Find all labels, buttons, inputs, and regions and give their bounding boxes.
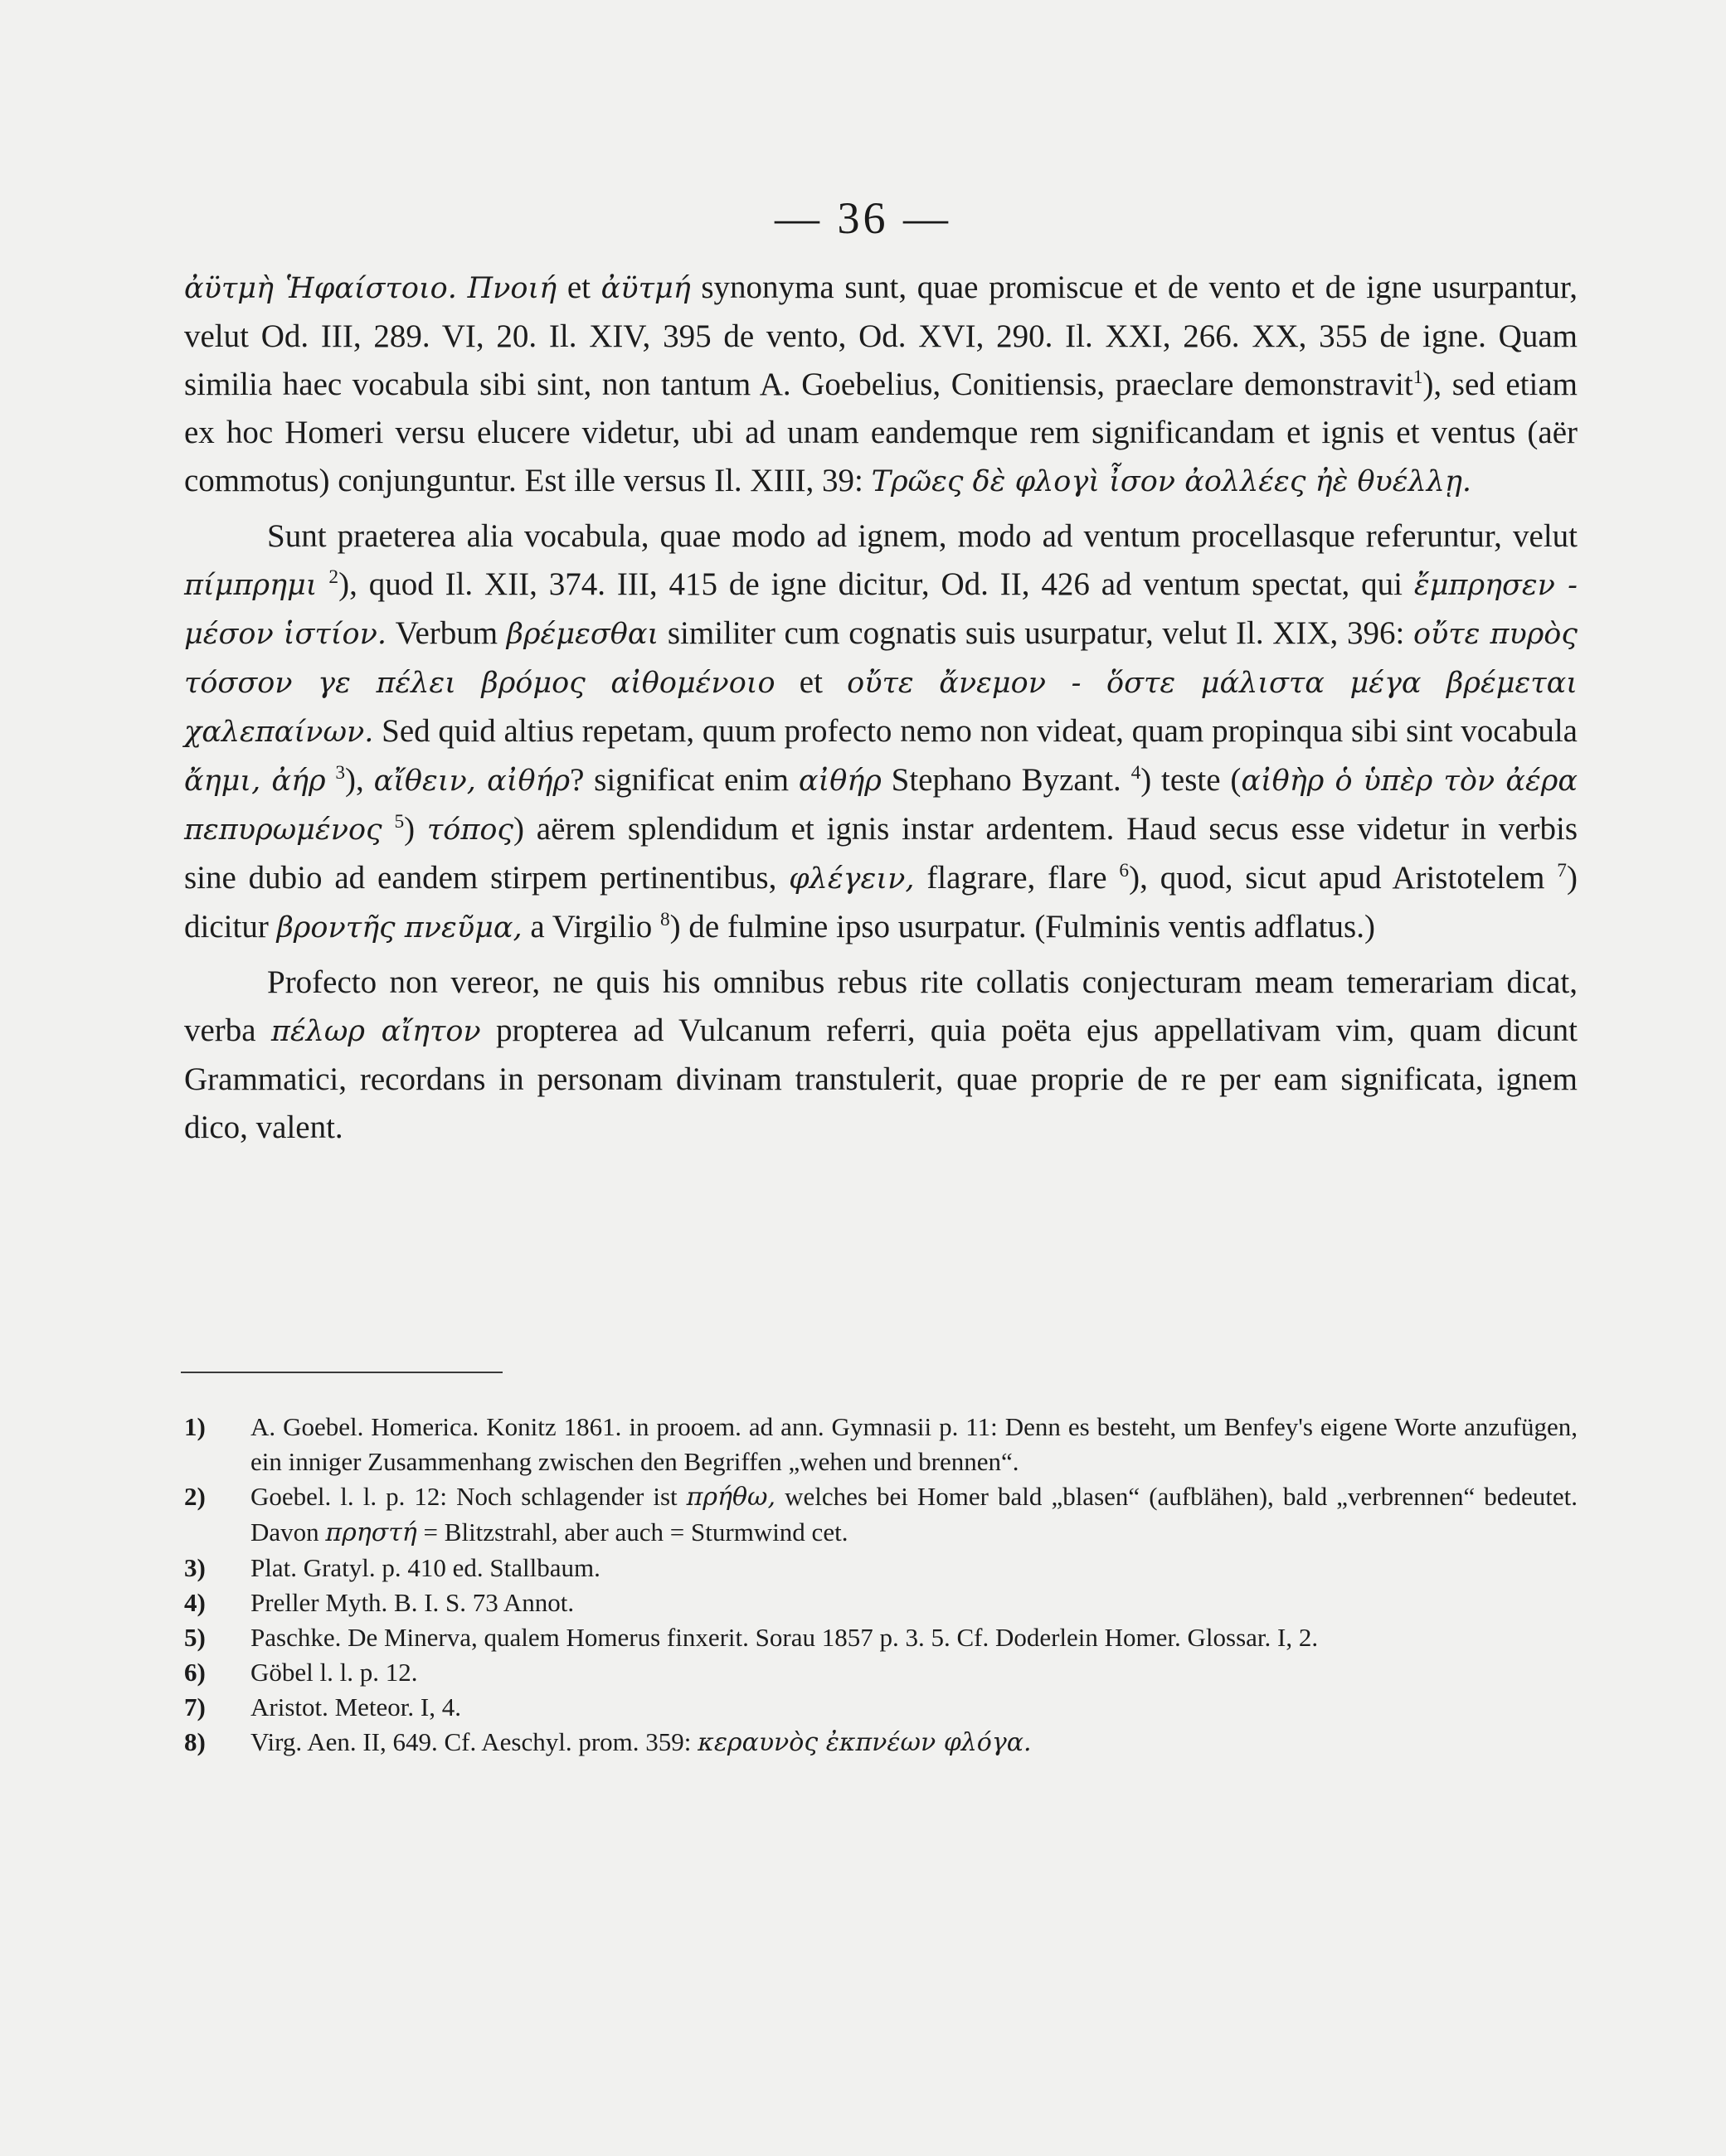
text-run: Göbel l. l. p. 12. xyxy=(250,1658,418,1687)
footnote-reference: 4 xyxy=(1130,762,1141,784)
footnote-marker: 6) xyxy=(184,1658,206,1687)
footnote-marker: 8) xyxy=(184,1727,206,1756)
text-run xyxy=(318,566,329,602)
footnote-reference: 2 xyxy=(328,566,339,588)
footnote xyxy=(184,1551,1578,1585)
body-paragraph xyxy=(184,959,1578,1152)
greek-phrase: φλέγειν, xyxy=(789,862,915,896)
text-run: ), quod Il. XII, 374. III, 415 de igne dicitur, Od. II, 426 ad ventum spectat, qui xyxy=(338,566,1414,602)
text-run: ) xyxy=(404,811,427,847)
greek-phrase: Πνοιή xyxy=(467,272,557,305)
greek-phrase: βρέμεσθαι xyxy=(506,618,659,651)
text-run: ) teste ( xyxy=(1140,762,1242,798)
text-run: synonyma sunt, quae promiscue et de vento et de igne usurpantur, velut Od. III, 289. VI, 20. Il. XIV, 395 de vento, Od. XVI, 290. Il. XXI, 266. XX, 355 de igne. Quam similia haec vocabula sibi sint, non tantum A. Goebelius, Conitiensis, praeclare demonstravit xyxy=(184,270,1578,402)
footnote-marker: 4) xyxy=(184,1588,206,1617)
footnote-reference: 8 xyxy=(659,909,670,930)
footnote-reference: 7 xyxy=(1557,860,1567,881)
text-run: Verbum xyxy=(386,615,507,651)
text-run: = Blitzstrahl, aber auch = Sturmwind cet. xyxy=(416,1517,848,1547)
text-run: propterea ad Vulcanum referri, quia poëta ejus appellativam vim, quam dicunt Grammatici, recordans in personam divinam transtulerit, quae proprie de re per eam significata, ignem dico, valent. xyxy=(184,1012,1578,1145)
body-paragraph xyxy=(184,264,1578,506)
text-run: ) de fulmine ipso usurpatur. (Fulminis ventis adflatus.) xyxy=(669,909,1375,944)
footnote xyxy=(184,1655,1578,1690)
text-run xyxy=(457,270,468,305)
footnote-marker: 2) xyxy=(184,1482,206,1511)
text-run: Aristot. Meteor. I, 4. xyxy=(250,1692,461,1721)
footnote xyxy=(184,1620,1578,1655)
greek-phrase: πρηστή xyxy=(325,1518,417,1547)
text-run: et xyxy=(775,664,848,700)
greek-phrase: ἄημι, ἀήρ xyxy=(184,765,326,798)
text-run xyxy=(382,811,395,847)
text-run: ), quod, sicut apud Aristotelem xyxy=(1129,860,1558,896)
text-run xyxy=(326,762,336,798)
text-run: Preller Myth. B. I. S. 73 Annot. xyxy=(250,1588,575,1617)
text-run: ) dicitur xyxy=(184,860,1578,944)
body-paragraph xyxy=(184,512,1578,952)
footnote-marker: 7) xyxy=(184,1692,206,1721)
text-run: Virg. Aen. II, 649. Cf. Aeschyl. prom. 359: xyxy=(250,1727,698,1756)
greek-phrase: κεραυνὸς ἐκπνέων φλόγα. xyxy=(698,1728,1032,1757)
text-run: similiter cum cognatis suis usurpatur, velut Il. XIX, 396: xyxy=(659,615,1413,651)
greek-phrase: ἀϋτμὴ Ἡφαίστοιο. xyxy=(184,272,457,305)
footnote-marker: 1) xyxy=(184,1412,206,1441)
text-run: Paschke. De Minerva, qualem Homerus finxerit. Sorau 1857 p. 3. 5. Cf. Doderlein Homer. Glossar. I, 2. xyxy=(250,1623,1319,1652)
text-run: Profecto non vereor, ne quis his omnibus rebus rite collatis conjecturam meam temerariam dicat, verba xyxy=(184,964,1578,1048)
text-run: et xyxy=(557,270,601,305)
text-run: Goebel. l. l. p. 12: Noch schlagender ist xyxy=(250,1482,687,1511)
footnotes xyxy=(184,1410,1578,1760)
footnote-reference: 3 xyxy=(335,762,346,784)
greek-phrase: πίμπρημι xyxy=(184,569,318,602)
footnote-reference: 6 xyxy=(1119,860,1130,881)
text-run: a Virgilio xyxy=(522,909,660,944)
body-text xyxy=(184,264,1578,1152)
greek-phrase: πρήθω, xyxy=(686,1483,776,1512)
page-number: — 36 — xyxy=(775,193,951,243)
greek-phrase: τόπος xyxy=(426,813,514,847)
greek-phrase: οὔτε πυρὸς τόσσον γε πέλει βρόμος αἰθομένοιο xyxy=(184,618,1578,700)
text-run: flagrare, flare xyxy=(914,860,1120,896)
text-run: ), sed etiam ex hoc Homeri versu elucere videtur, ubi ad unam eandemque rem significandam et ignis et ventus (aër commotus) conjunguntur. Est ille versus Il. XIII, 39: xyxy=(184,367,1578,498)
footnote-marker: 3) xyxy=(184,1553,206,1582)
greek-phrase: βροντῆς πνεῦμα, xyxy=(276,911,523,944)
footnote xyxy=(184,1479,1578,1551)
text-run: ? significat enim xyxy=(570,762,799,798)
greek-phrase: οὔτε ἄνεμον - ὅστε μάλιστα μέγα βρέμεται χαλεπαίνων. xyxy=(184,667,1578,749)
text-run: welches bei Homer bald „blasen“ (aufblähen), bald „verbrennen“ bedeutet. Davon xyxy=(250,1482,1578,1547)
footnote xyxy=(184,1690,1578,1725)
footnote-reference: 5 xyxy=(394,811,405,833)
text-run: Plat. Gratyl. p. 410 ed. Stallbaum. xyxy=(250,1553,600,1582)
footnote xyxy=(184,1585,1578,1620)
text-run: Stephano Byzant. xyxy=(881,762,1131,798)
text-run: ) aërem splendidum et ignis instar ardentem. Haud secus esse videtur in verbis sine dubio ad eandem stirpem pertinentibus, xyxy=(184,811,1578,896)
text-run: ), xyxy=(345,762,374,798)
text-run: Sunt praeterea alia vocabula, quae modo ad ignem, modo ad ventum procellasque referuntur, velut xyxy=(267,518,1578,554)
text-run: A. Goebel. Homerica. Konitz 1861. in prooem. ad ann. Gymnasii p. 11: Denn es besteht, um Benfey's eigene Worte anzufügen, ein inniger Zusammenhang zwischen den Begriffen „wehen und brennen“. xyxy=(250,1412,1578,1476)
greek-phrase: πέλωρ αἴητον xyxy=(270,1015,481,1048)
greek-phrase: ἀϋτμή xyxy=(600,272,691,305)
greek-phrase: αἰθήρ xyxy=(798,765,882,798)
footnote xyxy=(184,1725,1578,1760)
greek-phrase: Τρῶες δὲ φλογὶ ἶσον ἀολλέες ἠὲ θυέλλῃ. xyxy=(871,465,1472,498)
text-run: Sed quid altius repetam, quum profecto nemo non videat, quam propinqua sibi sint vocabula xyxy=(373,713,1578,749)
footnote-separator xyxy=(181,1372,503,1373)
greek-phrase: αἰθὴρ ὁ ὑπὲρ τὸν ἀέρα πεπυρωμένος xyxy=(184,765,1578,847)
greek-phrase: ἔμπρησεν - μέσον ἱστίον. xyxy=(184,569,1578,651)
footnote-reference: 1 xyxy=(1412,367,1423,388)
footnote-marker: 5) xyxy=(184,1623,206,1652)
greek-phrase: αἴθειν, αἰθήρ xyxy=(373,765,571,798)
footnote xyxy=(184,1410,1578,1479)
